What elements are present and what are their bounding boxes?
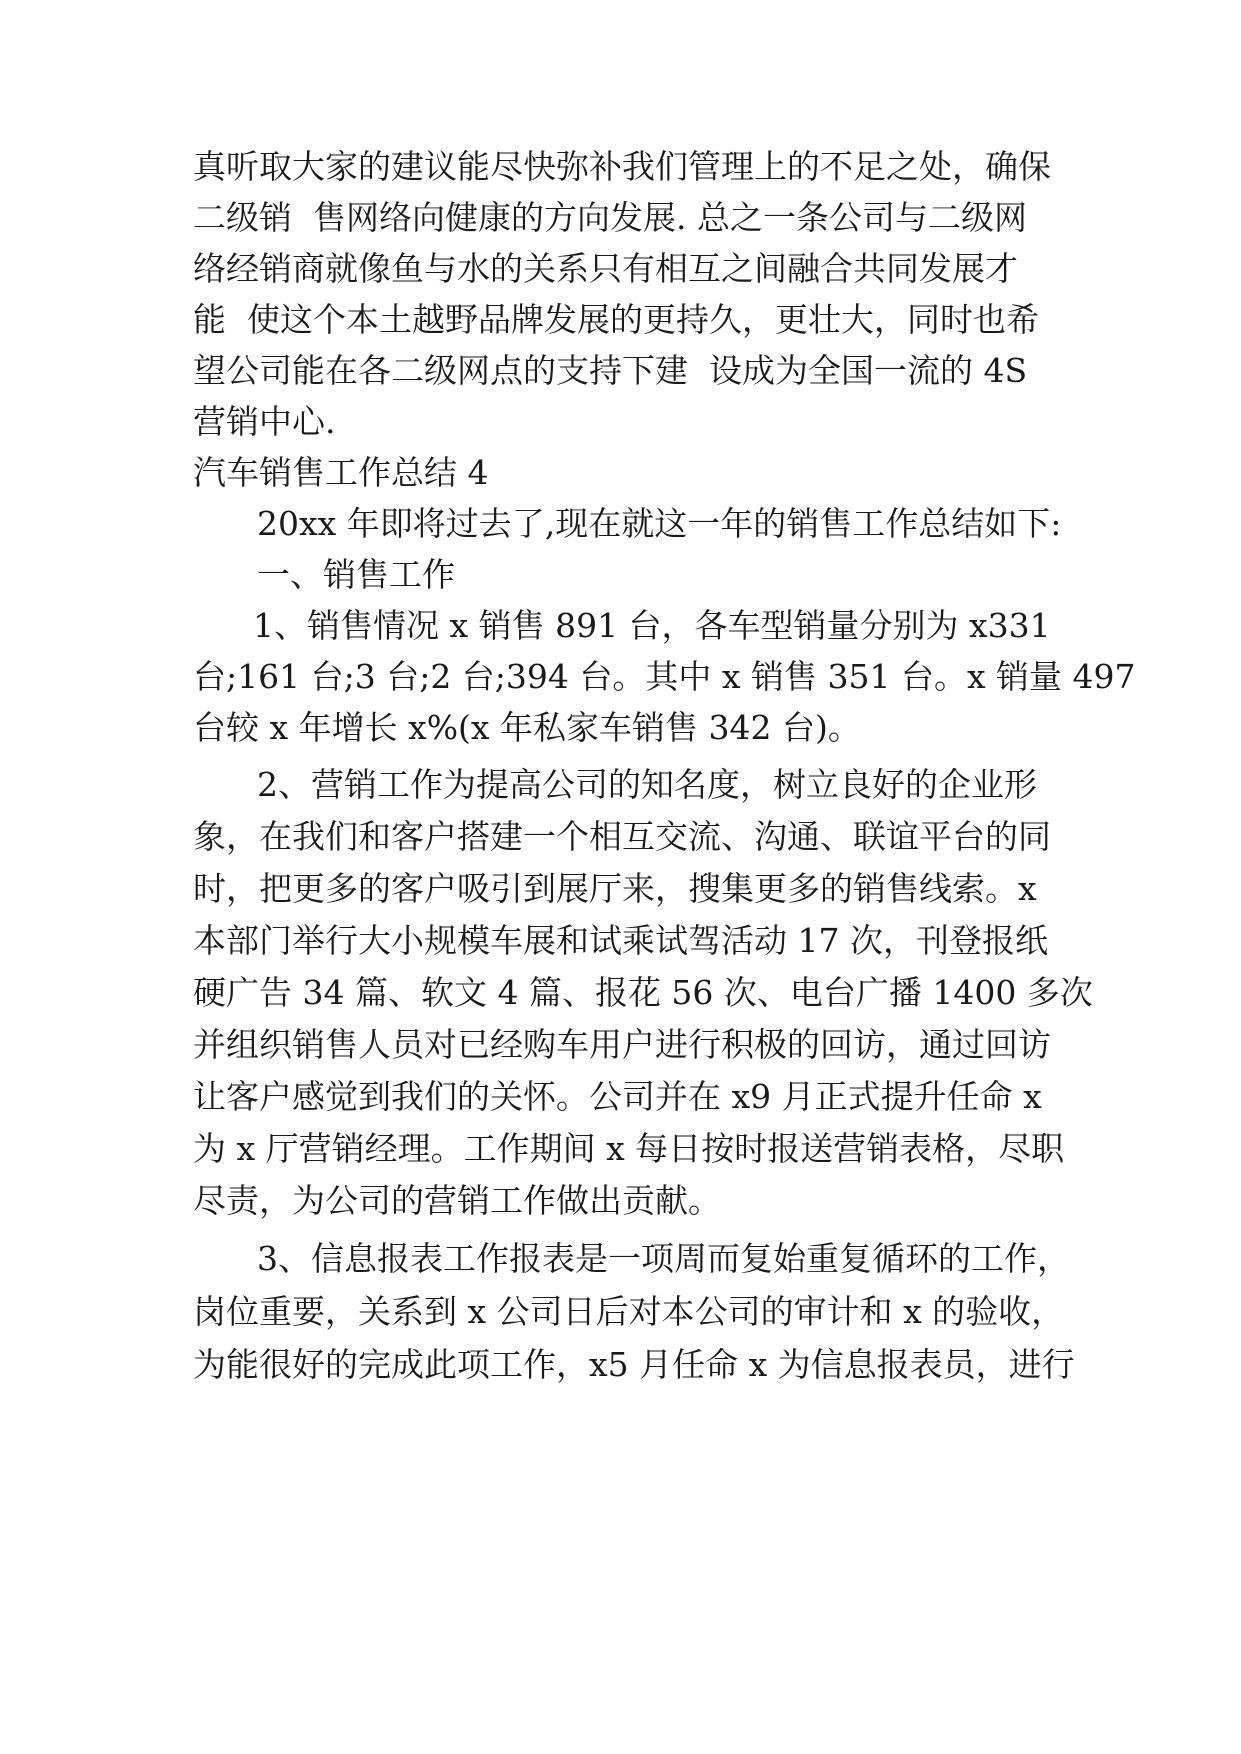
item-2-line: 并组织销售人员对已经购车用户进行积极的回访，通过回访	[193, 1025, 1051, 1064]
intro-line: 20xx 年即将过去了,现在就这一年的销售工作总结如下:	[257, 504, 1062, 543]
item-2-line: 2、营销工作为提高公司的知名度，树立良好的企业形	[257, 765, 1037, 804]
paragraph-line: 望公司能在各二级网点的支持下建 设成为全国一流的 4S	[193, 351, 1028, 390]
item-2-line: 象，在我们和客户搭建一个相互交流、沟通、联谊平台的同	[193, 817, 1051, 856]
item-3-line: 3、信息报表工作报表是一项周而复始重复循环的工作，	[257, 1239, 1070, 1278]
item-2-line: 本部门举行大小规模车展和试乘试驾活动 17 次，刊登报纸	[193, 921, 1048, 960]
item-2-line: 硬广告 34 篇、软文 4 篇、报花 56 次、电台广播 1400 多次	[193, 973, 1093, 1012]
item-2-line: 为 x 厅营销经理。工作期间 x 每日按时报送营销表格，尽职	[193, 1129, 1065, 1168]
paragraph-line: 真听取大家的建议能尽快弥补我们管理上的不足之处，确保	[193, 147, 1051, 186]
item-1-line: 台;161 台;3 台;2 台;394 台。其中 x 销售 351 台。x 销量 497	[193, 657, 1136, 696]
paragraph-line: 营销中心.	[193, 402, 336, 441]
paragraph-line: 能 使这个本土越野品牌发展的更持久，更壮大，同时也希	[193, 300, 1039, 339]
item-2-line: 尽责，为公司的营销工作做出贡献。	[193, 1181, 721, 1220]
item-2-line: 让客户感觉到我们的关怀。公司并在 x9 月正式提升任命 x	[193, 1077, 1042, 1116]
item-1-line: 1、销售情况 x 销售 891 台，各车型销量分别为 x331	[253, 606, 1051, 645]
paragraph-line: 络经销商就像鱼与水的关系只有相互之间融合共同发展才	[193, 249, 1018, 288]
item-3-line: 为能很好的完成此项工作，x5 月任命 x 为信息报表员，进行	[193, 1345, 1075, 1384]
item-2-line: 时，把更多的客户吸引到展厅来，搜集更多的销售线索。x	[193, 869, 1037, 908]
heading-sales-work: 一、销售工作	[257, 555, 455, 594]
item-1-line: 台较 x 年增长 x%(x 年私家车销售 342 台)。	[193, 708, 861, 747]
item-3-line: 岗位重要，关系到 x 公司日后对本公司的审计和 x 的验收，	[193, 1292, 1065, 1331]
section-title: 汽车销售工作总结 4	[193, 453, 489, 492]
paragraph-line: 二级销 售网络向健康的方向发展. 总之一条公司与二级网	[193, 198, 1027, 237]
